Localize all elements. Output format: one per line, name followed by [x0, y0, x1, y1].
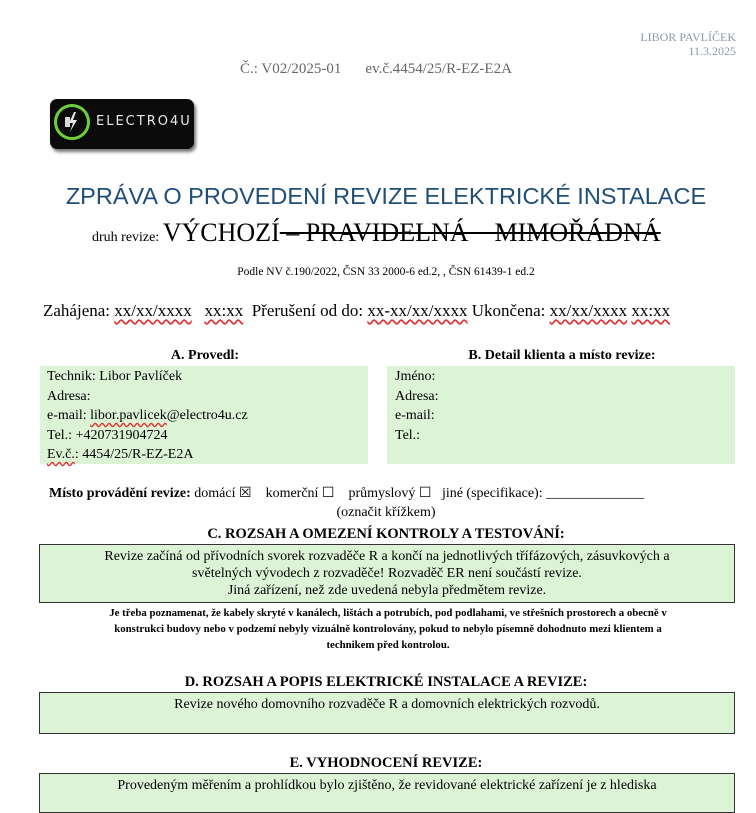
revision-type-periodic: PRAVIDELNÁ: [305, 218, 469, 247]
place-commercial: komerční ☐: [265, 486, 335, 501]
client-address: Adresa:: [395, 388, 439, 404]
interrupt-value: xx-xx/xx/xxxx: [367, 301, 468, 320]
section-c-note: [38, 605, 738, 653]
evidence-number: ev.č.4454/25/R-EZ-E2A: [365, 61, 512, 77]
client-name: Jméno:: [395, 369, 436, 384]
place-other: jiné (specifikace): ______________: [441, 486, 645, 501]
lightning-plug-icon: [54, 104, 90, 140]
provider-evc-value: : 4454/25/R-EZ-E2A: [74, 447, 194, 462]
provider-email-domain: @electro4u.cz: [166, 408, 248, 423]
author-name: LIBOR PAVLÍČEK: [640, 30, 736, 44]
provider-evc-label: Ev.č.: [47, 447, 75, 462]
ended-label: Ukončena:: [471, 301, 546, 320]
provider-email-label: e-mail:: [47, 408, 91, 423]
header-author-block: [640, 30, 736, 58]
provider-address: Adresa:: [47, 388, 91, 404]
provider-email: [47, 406, 361, 426]
client-phone: Tel.:: [395, 427, 421, 443]
revision-type-initial: VÝCHOZÍ: [162, 218, 280, 247]
revision-place: [49, 485, 644, 502]
place-domestic: domácí ☒: [194, 486, 252, 501]
revision-type-separator: [469, 218, 495, 247]
started-label: Zahájena:: [43, 301, 111, 320]
header-date: 11.3.2025: [688, 44, 736, 58]
section-c-note-2: konstrukci budovy nebo v podzemí nebyly vizuálně kontrolovány, pokud to nebylo písemně dohodnuto mezi klientem a: [114, 623, 662, 635]
started-time: xx:xx: [204, 301, 244, 320]
technician-name: Technik: Libor Pavlíček: [47, 369, 183, 384]
ended-time: xx:xx: [631, 301, 671, 320]
company-logo: [50, 99, 194, 149]
client-email: e-mail:: [395, 408, 435, 423]
section-c-note-3: technikem před kontrolou.: [326, 639, 450, 651]
section-d-text: Revize nového domovního rozvaděče R a domovních elektrických rozvodů.: [174, 697, 600, 712]
revision-type: [92, 218, 661, 248]
section-c-box: [39, 544, 735, 603]
section-e-text: Provedeným měřením a prohlídkou bylo zjištěno, že revidované elektrické zařízení je z hlediska: [117, 778, 657, 793]
section-a-title: A. Provedl:: [170, 348, 240, 363]
started-date: xx/xx/xxxx: [114, 301, 192, 320]
section-c-line-1: Revize začíná od přívodních svorek rozvaděče R a končí na jednotlivých třífázových, zásuvkových a: [104, 549, 670, 564]
section-e-title: E. VYHODNOCENÍ REVIZE:: [289, 755, 483, 771]
section-c-title: C. ROZSAH A OMEZENÍ KONTROLY A TESTOVÁNÍ:: [207, 526, 565, 542]
revision-dates: [43, 301, 670, 321]
section-c-note-1: Je třeba poznamenat, že kabely skryté v kanálech, lištách a potrubích, pod podlahami, ve střešních prostorech a obecně v: [109, 607, 667, 619]
client-details-box: [387, 366, 735, 464]
legal-basis: Podle NV č.190/2022, ČSN 33 2000-6 ed.2, , ČSN 61439-1 ed.2: [237, 266, 535, 278]
version-number: Č.: V02/2025-01: [240, 61, 342, 77]
interrupt-label: Přerušení od do:: [251, 301, 364, 320]
place-label: Místo provádění revize:: [49, 486, 191, 501]
place-hint: (označit křížkem): [336, 505, 436, 520]
provider-details-box: [40, 366, 368, 464]
section-d-box: [39, 692, 735, 734]
section-c-line-3: Jiná zařízení, než zde uvedená nebyla předmětem revize.: [227, 583, 547, 598]
section-c-line-2: světelných vývodech z rozvaděče! Rozvaděč ER není součástí revize.: [192, 566, 582, 581]
logo-text: ELECTRO4U: [96, 114, 192, 129]
ended-date: xx/xx/xxxx: [549, 301, 628, 320]
section-e-box: [39, 773, 735, 813]
revision-type-label: druh revize:: [92, 230, 160, 245]
place-industrial: průmyslový ☐: [348, 486, 432, 501]
revision-type-extraordinary: MIMOŘÁDNÁ: [494, 218, 661, 247]
section-d-title: D. ROZSAH A POPIS ELEKTRICKÉ INSTALACE A REVIZE:: [184, 674, 588, 690]
provider-email-user: libor.pavlicek: [90, 408, 167, 423]
provider-phone: Tel.: +420731904724: [47, 427, 168, 443]
section-b-title: B. Detail klienta a místo revize:: [468, 348, 656, 363]
provider-evc: [47, 445, 361, 465]
document-number: [240, 61, 512, 78]
report-title: ZPRÁVA O PROVEDENÍ REVIZE ELEKTRICKÉ INSTALACE: [65, 183, 707, 209]
revision-type-dash: –: [279, 218, 306, 247]
